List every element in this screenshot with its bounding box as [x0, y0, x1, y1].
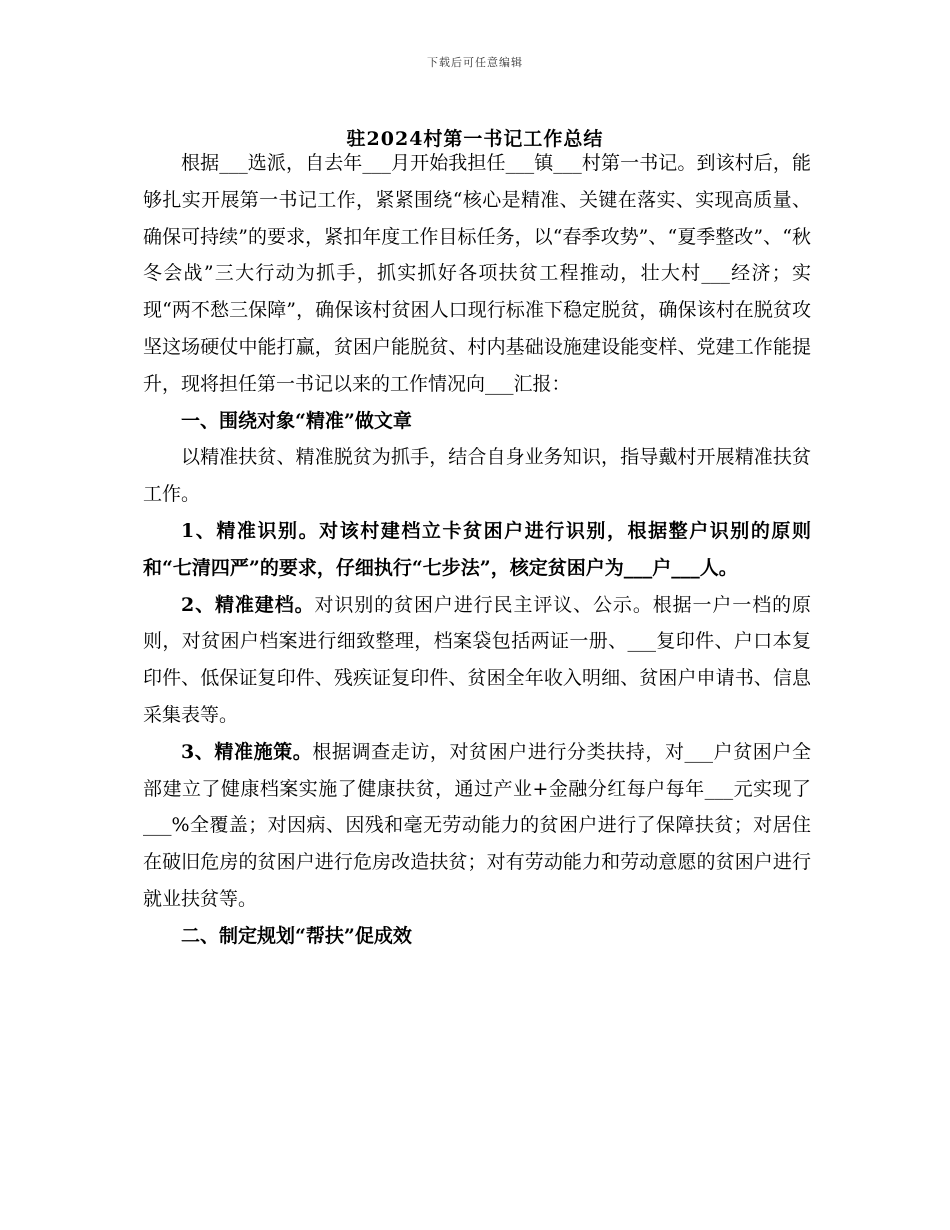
section-heading-2: 二、制定规划“帮扶”促成效 — [181, 924, 412, 947]
item-body: 根据调查走访，对贫困户进行分类扶持，对___户贫困户全部建立了健康档案实施了健康扶贫，通过产业+金融分红每户每年___元实现了___%全覆盖；对因病、因残和毫无劳动能力的贫困户进行了保障扶贫；对居住在破旧危房的贫困户进行危房改造扶贫；对有劳动能力和劳动意愿的贫困户进行就业扶贫等。 — [143, 740, 811, 910]
item-lead: 3、精准施策。 — [181, 740, 313, 763]
document-title: 驻2024村第一书记工作总结 — [346, 128, 604, 150]
item-precise-identification: 1、精准识别。对该村建档立卡贫困户进行识别，根据整户识别的原则和“七清四严”的要求，仔细执行“七步法”，核定贫困户为___户___人。 — [143, 519, 811, 579]
document-body — [143, 145, 811, 955]
item-body: 对识别的贫困户进行民主评议、公示。根据一户一档的原则，对贫困户档案进行细致整理，档案袋包括两证一册、___复印件、户口本复印件、低保证复印件、残疾证复印件、贫困全年收入明细、贫困户申请书、信息采集表等。 — [143, 593, 811, 726]
intro-paragraph: 根据___选派，自去年___月开始我担任___镇___村第一书记。到该村后，能够扎实开展第一书记工作，紧紧围绕“核心是精准、关键在落实、实现高质量、确保可持续”的要求，紧扣年度工作目标任务，以“春季攻势”、“夏季整改”、“秋冬会战”三大行动为抓手，抓实抓好各项扶贫工程推动，壮大村___经济；实现“两不愁三保障”，确保该村贫困人口现行标准下稳定脱贫，确保该村在脱贫攻坚这场硬仗中能打赢，贫困户能脱贫、村内基础设施建设能变样、党建工作能提升，现将担任第一书记以来的工作情况向___汇报： — [143, 152, 811, 395]
section-1-intro: 以精准扶贫、精准脱贫为抓手，结合自身业务知识，指导戴村开展精准扶贫工作。 — [143, 446, 811, 506]
item-lead: 2、精准建档。 — [181, 593, 315, 616]
section-heading-1: 一、围绕对象“精准”做文章 — [181, 409, 412, 432]
item-precise-policy — [143, 734, 811, 918]
header-note: 下载后可任意编辑 — [427, 56, 523, 69]
item-precise-filing — [143, 587, 811, 734]
